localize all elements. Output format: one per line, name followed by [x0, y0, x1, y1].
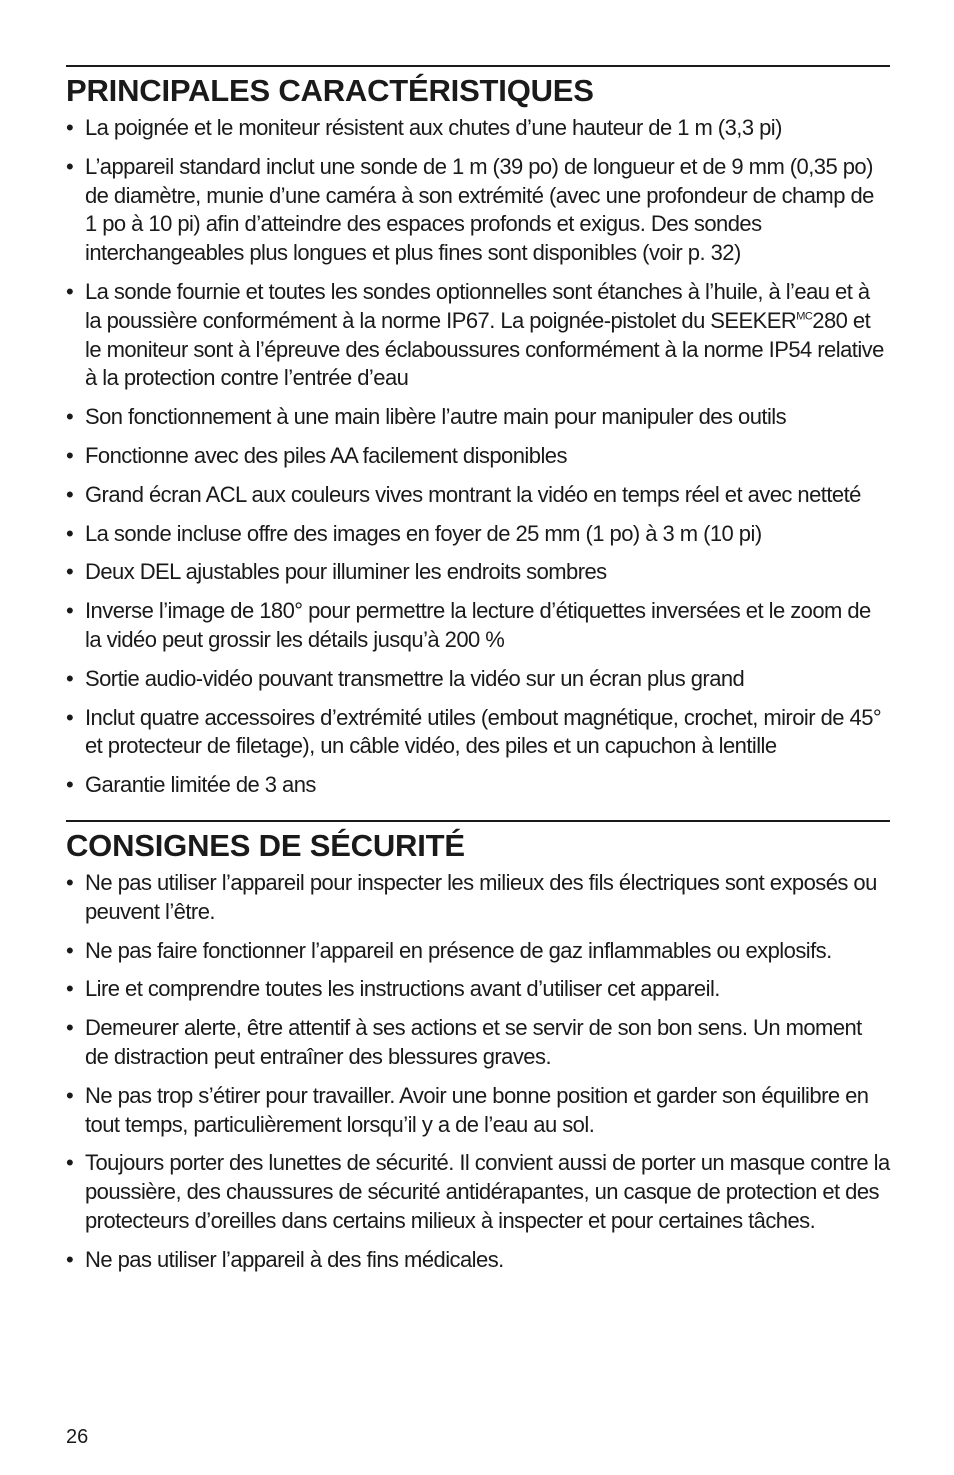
list-item: • Lire et comprendre toutes les instructions avant d’utiliser cet appareil.: [66, 975, 890, 1004]
features-section: [66, 65, 890, 800]
list-item: • Fonctionne avec des piles AA facilement disponibles: [66, 442, 890, 471]
list-item: • Ne pas utiliser l’appareil pour inspecter les milieux des fils électriques sont exposés ou peuvent l’être.: [66, 869, 890, 927]
list-item: • Ne pas faire fonctionner l’appareil en présence de gaz inflammables ou explosifs.: [66, 937, 890, 966]
list-item: [66, 278, 890, 393]
list-item: • Inverse l’image de 180° pour permettre la lecture d’étiquettes inversées et le zoom de la vidéo peut grossir les détails jusqu’à 200 %: [66, 597, 890, 655]
list-item: • Sortie audio-vidéo pouvant transmettre la vidéo sur un écran plus grand: [66, 665, 890, 694]
features-list: [66, 114, 890, 800]
list-item: • Toujours porter des lunettes de sécurité. Il convient aussi de porter un masque contre la poussière, des chaussures de sécurité antidérapantes, un casque de protection et des protecteurs d’oreilles dans certains milieux à inspecter et pour certaines tâches.: [66, 1149, 890, 1235]
list-item: • Son fonctionnement à une main libère l’autre main pour manipuler des outils: [66, 403, 890, 432]
list-item: • Garantie limitée de 3 ans: [66, 771, 890, 800]
trademark-superscript: MC: [796, 310, 813, 323]
list-item: • Grand écran ACL aux couleurs vives montrant la vidéo en temps réel et avec netteté: [66, 481, 890, 510]
page-number: 26: [66, 1426, 89, 1448]
list-item: • Demeurer alerte, être attentif à ses actions et se servir de son bon sens. Un moment de distraction peut entraîner des blessures graves.: [66, 1014, 890, 1072]
list-item-text: La sonde fournie et toutes les sondes optionnelles sont étanches à l’huile, à l’eau et à la poussière conformément à la norme IP67. La poignée-pistolet du SEEKER: [85, 278, 870, 333]
safety-list: [66, 869, 890, 1275]
list-item-text: 280 et le moniteur sont à l’épreuve des éclaboussures conformément à la norme IP54 relative à la protection contre l’entrée d’eau: [85, 307, 884, 391]
list-item: • Ne pas trop s’étirer pour travailler. Avoir une bonne position et garder son équilibre en tout temps, particulièrement lorsqu’il y a de l’eau au sol.: [66, 1082, 890, 1140]
document-page: [66, 65, 890, 1285]
safety-section: [66, 820, 890, 1275]
list-item: • Inclut quatre accessoires d’extrémité utiles (embout magnétique, crochet, miroir de 45° et protecteur de filetage), un câble vidéo, des piles et un capuchon à lentille: [66, 704, 890, 762]
list-item: • La poignée et le moniteur résistent aux chutes d’une hauteur de 1 m (3,3 pi): [66, 114, 890, 143]
list-item: • L’appareil standard inclut une sonde de 1 m (39 po) de longueur et de 9 mm (0,35 po) de diamètre, munie d’une caméra à son extrémité (avec une profondeur de champ de 1 po à 10 pi) afin d’atteindre des espaces profonds et exigus. Des sondes interchangeables plus longues et plus fines sont disponibles (voir p. 32): [66, 153, 890, 268]
features-heading: PRINCIPALES CARACTÉRISTIQUES: [66, 73, 594, 108]
safety-heading: CONSIGNES DE SÉCURITÉ: [66, 827, 465, 863]
list-item: • Deux DEL ajustables pour illuminer les endroits sombres: [66, 558, 890, 587]
list-item: • Ne pas utiliser l’appareil à des fins médicales.: [66, 1246, 890, 1275]
list-item: • La sonde incluse offre des images en foyer de 25 mm (1 po) à 3 m (10 pi): [66, 520, 890, 549]
